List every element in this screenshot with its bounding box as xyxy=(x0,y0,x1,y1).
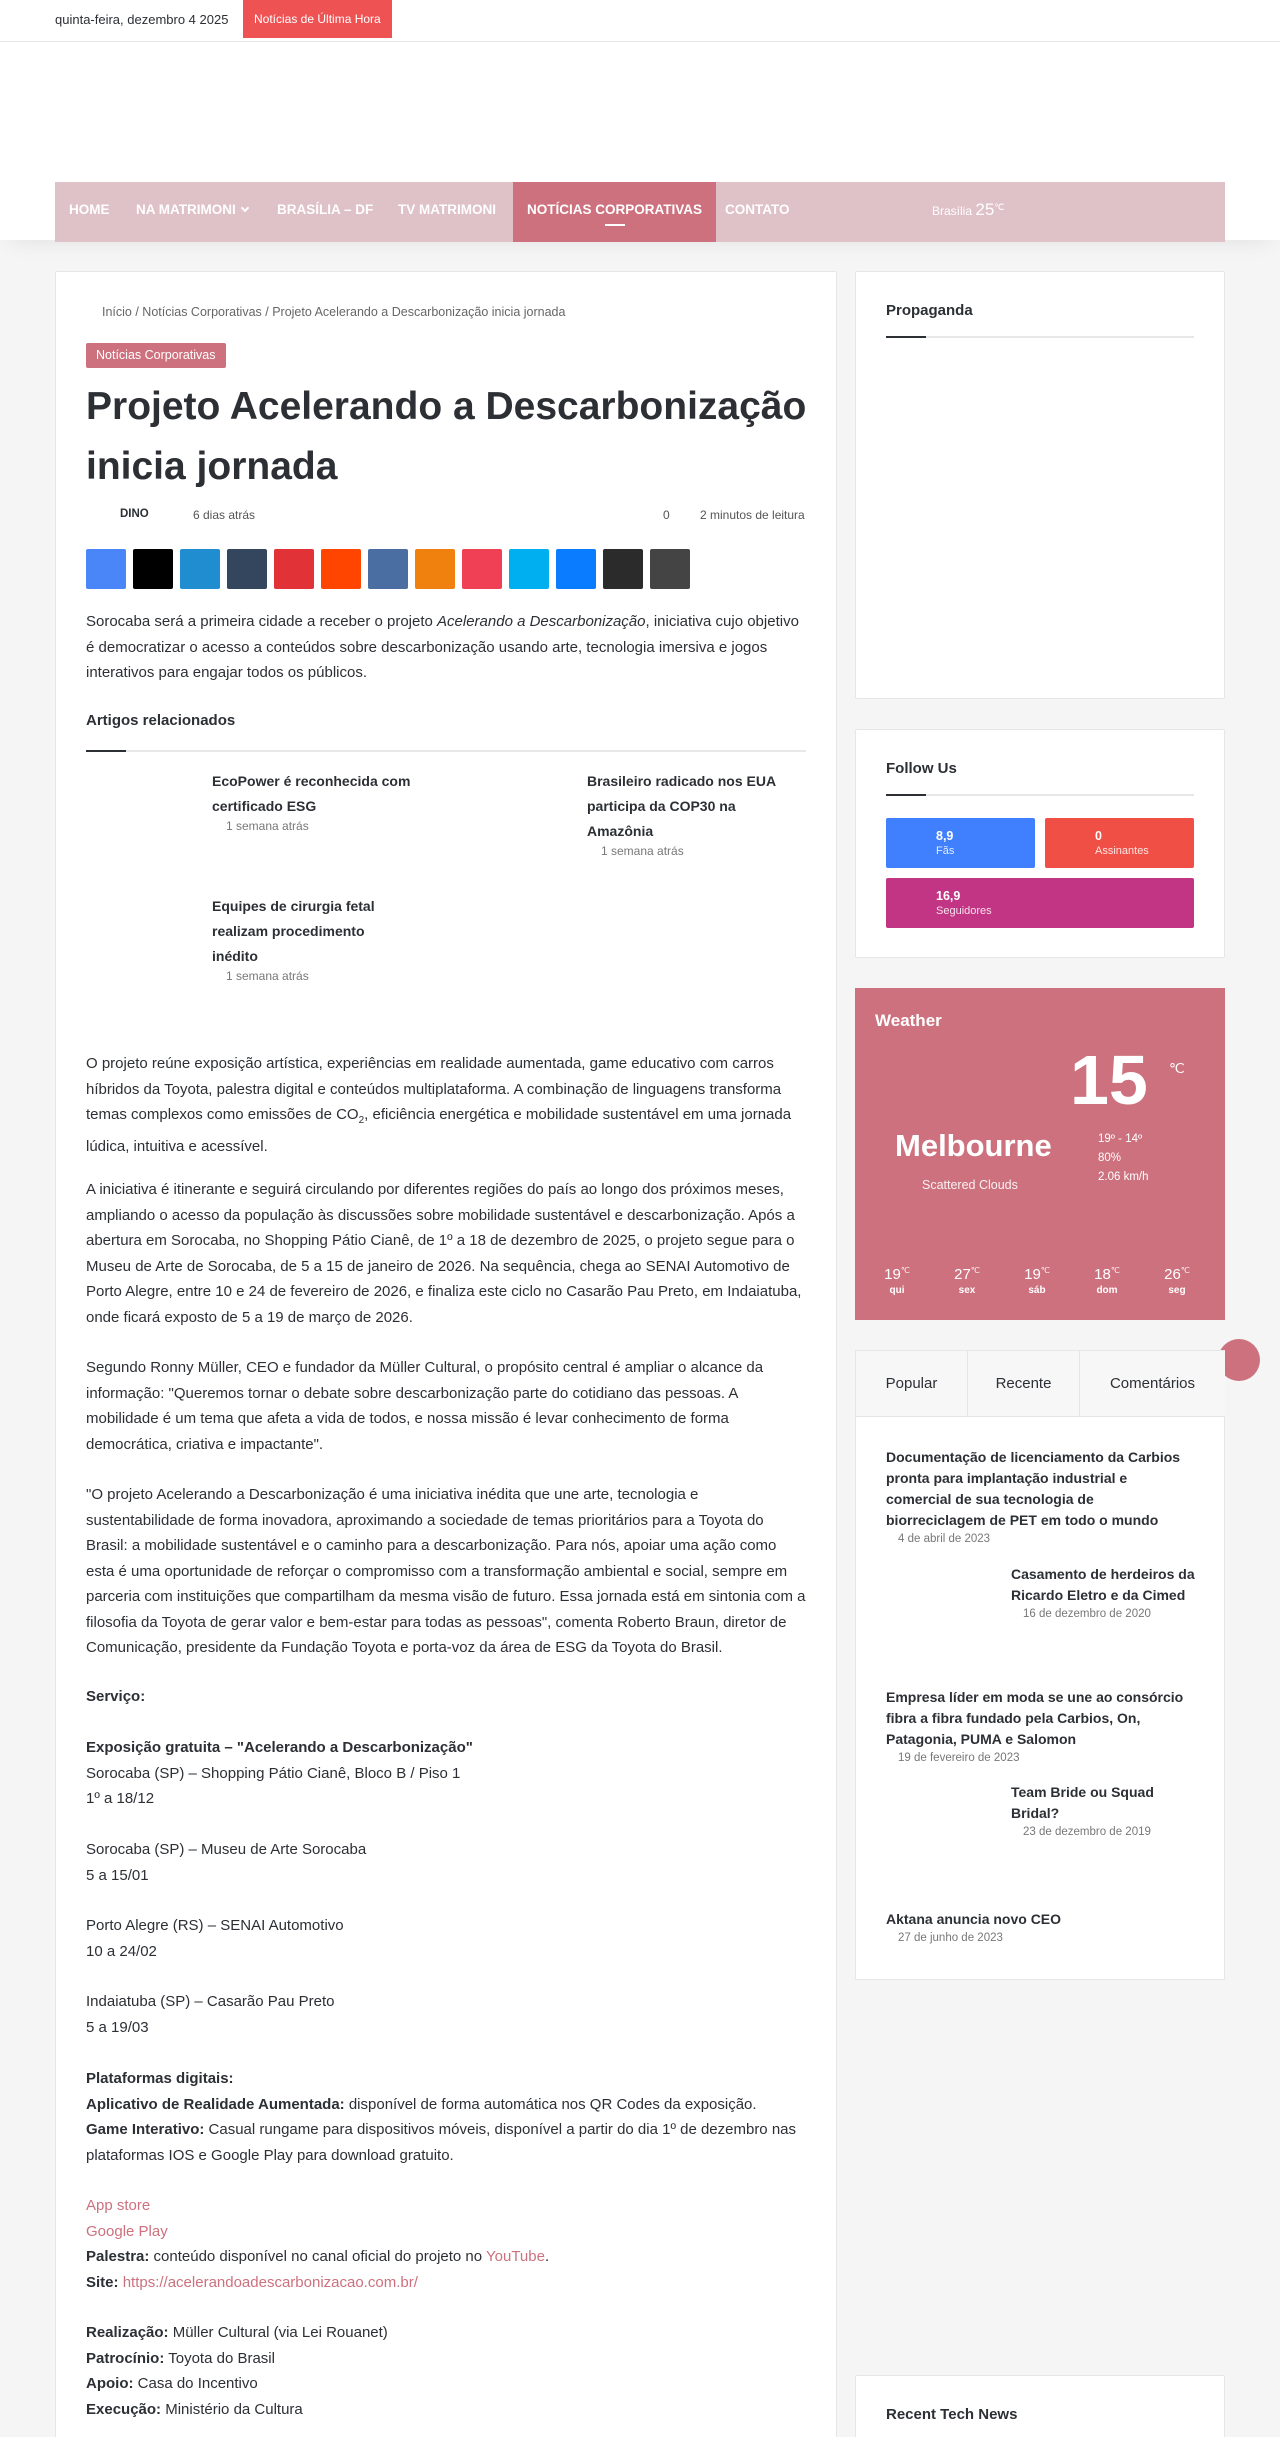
credit-label: Realização: xyxy=(86,2324,169,2341)
credit-label: Patrocínio: xyxy=(86,2349,165,2367)
sidebar-post-title[interactable]: Documentação de licenciamento da Carbios pronta para implantação industrial e comercial de sua tecnologia de biorreciclagem de PET em todo o mundo xyxy=(886,1449,1181,1528)
ar-app-text: disponível de forma automática nos QR Codes da exposição. xyxy=(344,2095,757,2113)
ad-widget xyxy=(855,271,1225,699)
venue-place: Indaiatuba (SP) – Casarão Pau Preto xyxy=(86,1993,335,2010)
tab-recente[interactable]: Recente xyxy=(968,1351,1080,1417)
nav-item-label: NA MATRIMONI xyxy=(136,202,236,217)
venue-place: Sorocaba (SP) – Shopping Pátio Cianê, Bloco B / Piso 1 xyxy=(86,1764,461,1782)
nav-item-tv-matrimoni[interactable]: TV MATRIMONI xyxy=(398,202,496,217)
youtube-follow-button[interactable] xyxy=(1045,818,1194,868)
forecast-unit: ℃ xyxy=(1040,1266,1050,1275)
share-skype-button[interactable] xyxy=(509,549,549,589)
top-bar xyxy=(0,0,1280,42)
venue-dates: 10 a 24/02 xyxy=(86,1942,157,1960)
site-link[interactable]: https://acelerandoadescarbonizacao.com.br/ xyxy=(122,2273,418,2291)
share-x-button[interactable] xyxy=(133,549,173,589)
exhibition-block xyxy=(86,1735,806,1812)
credit-value: Ministério da Cultura xyxy=(161,2400,303,2418)
article-intro xyxy=(86,609,806,686)
article-meta xyxy=(86,508,806,528)
lecture-text: conteúdo disponível no canal oficial do projeto no xyxy=(149,2248,487,2265)
weather-wind: 2.06 km/h xyxy=(1098,1171,1149,1183)
sidebar-post-title[interactable]: Team Bride ou Squad Bridal? xyxy=(1011,1784,1154,1821)
header-weather xyxy=(932,200,1004,220)
links-block: App store Google Play Palestra: conteúdo disponível no canal oficial do projeto no YouTube. Site: https://acelerandoadescarbonizacao.com.br/ xyxy=(86,2197,550,2291)
sidebar-post[interactable] xyxy=(1011,1782,1196,1838)
breaking-news-label[interactable]: Notícias de Última Hora xyxy=(243,0,392,38)
forecast-day-name: sex xyxy=(958,1285,976,1296)
paragraph-text: , eficiência energética e mobilidade sustentável em uma jornada lúdica, intuitiva e acessível. xyxy=(86,1106,792,1155)
game-label: Game Interativo: xyxy=(86,2121,205,2138)
forecast-temp: 18 xyxy=(1094,1266,1111,1283)
related-divider xyxy=(86,750,806,752)
sidebar-post-date: 23 de dezembro de 2019 xyxy=(1023,1826,1151,1838)
forecast-unit: ℃ xyxy=(970,1266,980,1275)
share-linkedin-button[interactable] xyxy=(180,549,220,589)
breadcrumb xyxy=(102,305,565,319)
forecast-day-name: qui xyxy=(889,1285,905,1296)
intro-text: Sorocaba será a primeira cidade a receber o projeto xyxy=(86,613,438,630)
author-name[interactable]: DINO xyxy=(120,508,149,520)
nav-item-home[interactable]: HOME xyxy=(69,202,110,217)
follow-count: 0 xyxy=(1095,829,1102,843)
sidebar-post-date: 19 de fevereiro de 2023 xyxy=(898,1752,1020,1764)
related-article-date: 1 semana atrás xyxy=(226,969,309,983)
sidebar-post[interactable] xyxy=(886,1909,1196,1944)
header-weather-city: Brasília xyxy=(932,204,973,218)
related-article[interactable] xyxy=(212,769,412,833)
comment-count[interactable]: 0 xyxy=(663,508,670,522)
venue-block xyxy=(86,1989,806,2040)
reading-time: 2 minutos de leitura xyxy=(700,508,805,522)
follow-label: Assinantes xyxy=(1095,845,1149,857)
platforms-heading: Plataformas digitais: xyxy=(86,2070,234,2087)
game-text: Casual rungame para dispositivos móveis, disponível a partir do dia 1º de dezembro nas plataformas IOS e Google Play para download gratuito. xyxy=(86,2121,797,2164)
related-article-date: 1 semana atrás xyxy=(601,844,684,858)
recent-tech-widget xyxy=(855,2375,1225,2437)
follow-count: 16,9 xyxy=(936,889,961,903)
widget-title: Follow Us xyxy=(886,760,957,777)
share-tumblr-button[interactable] xyxy=(227,549,267,589)
share-messenger-button[interactable] xyxy=(556,549,596,589)
chevron-down-icon xyxy=(240,204,248,212)
forecast-day xyxy=(1157,1266,1197,1296)
share-threads-button[interactable] xyxy=(603,549,643,589)
share-pinterest-button[interactable] xyxy=(274,549,314,589)
forecast-unit: ℃ xyxy=(1180,1266,1190,1275)
venue-place: Porto Alegre (RS) – SENAI Automotivo xyxy=(86,1917,344,1934)
forecast-unit: ℃ xyxy=(1110,1266,1120,1275)
breadcrumb-text[interactable]: Início / Notícias Corporativas / Projeto Acelerando a Descarbonização inicia jornada xyxy=(102,305,566,319)
exhibition-title: Exposição gratuita – "Acelerando a Descarbonização" xyxy=(86,1739,473,1756)
related-article[interactable] xyxy=(587,769,787,858)
main-navigation xyxy=(55,182,1225,242)
weather-widget xyxy=(855,988,1225,1320)
venue-dates: 5 a 15/01 xyxy=(86,1866,149,1884)
weather-title: Weather xyxy=(875,1011,942,1030)
weather-description: Scattered Clouds xyxy=(922,1178,1018,1192)
forecast-temp: 19 xyxy=(1024,1266,1041,1283)
widget-divider xyxy=(886,794,1194,796)
credits-block xyxy=(86,2320,806,2422)
sidebar-post-date: 16 de dezembro de 2020 xyxy=(1023,1608,1151,1620)
follow-widget xyxy=(855,729,1225,958)
sidebar-post-title[interactable]: Casamento de herdeiros da Ricardo Eletro e da Cimed xyxy=(1011,1566,1195,1603)
co2-subscript: 2 xyxy=(358,1115,365,1126)
nav-item-noticias-corporativas[interactable]: NOTÍCIAS CORPORATIVAS xyxy=(513,182,716,242)
forecast-day xyxy=(877,1266,917,1296)
site-label: Site: xyxy=(86,2273,119,2291)
digital-platforms-block xyxy=(86,2066,806,2168)
nav-item-contato[interactable]: CONTATO xyxy=(725,202,790,217)
share-facebook-button[interactable] xyxy=(86,549,126,589)
sidebar-post-title[interactable]: Aktana anuncia novo CEO xyxy=(886,1911,1062,1927)
forecast-temp: 27 xyxy=(954,1266,971,1283)
share-print-button[interactable] xyxy=(650,549,690,589)
related-article-date: 1 semana atrás xyxy=(226,819,309,833)
related-article-title[interactable]: Equipes de cirurgia fetal realizam procedimento inédito xyxy=(212,898,375,964)
sidebar-post[interactable] xyxy=(886,1687,1196,1764)
forecast-day-name: dom xyxy=(1096,1285,1118,1296)
header-weather-temp: 25 xyxy=(975,200,995,219)
article-quote: "O projeto Acelerando a Descarbonização é uma iniciativa inédita que une arte, tecnologia e sustentabilidade de forma inovadora, aproximando a sociedade de temas prioritários para a Toyota do Brasil: a mobilidade sustentável e o caminho para a descarbonização. Para nós, apoiar uma ação como esta é uma oportunidade de reforçar o compromisso com a transformação ambiental e social, sempre em parceria com instituições que compartilham da mesma visão de futuro. Essa jornada está em sintonia com a filosofia da Toyota de gerar valor e bem-estar para todas as pessoas", comenta Roberto Braun, diretor de Comunicação, presidente da Fundação Toyota e porta-voz da área de ESG da Toyota do Brasil. xyxy=(86,1486,806,1656)
widget-divider xyxy=(886,336,1194,338)
weather-city: Melbourne xyxy=(895,1128,1052,1163)
article-paragraph xyxy=(86,1051,806,1159)
follow-label: Seguidores xyxy=(936,905,992,917)
weather-range: 19º - 14º xyxy=(1098,1133,1143,1145)
header-weather-unit: ℃ xyxy=(994,202,1005,212)
forecast-day xyxy=(947,1266,987,1296)
weather-unit: ℃ xyxy=(1169,1060,1185,1076)
facebook-follow-button[interactable] xyxy=(886,818,1035,868)
sidebar-post[interactable] xyxy=(1011,1564,1196,1620)
page-title: Projeto Acelerando a Descarbonização inicia jornada xyxy=(86,385,807,488)
share-pocket-button[interactable] xyxy=(462,549,502,589)
venue-block xyxy=(86,1913,806,1964)
lecture-label: Palestra: xyxy=(86,2248,150,2265)
service-heading xyxy=(86,1684,806,1710)
related-article-title[interactable]: EcoPower é reconhecida com certificado ESG xyxy=(212,773,411,814)
forecast-temp: 19 xyxy=(884,1266,901,1283)
sidebar-post-date: 4 de abril de 2023 xyxy=(898,1533,991,1545)
venue-block xyxy=(86,1837,806,1888)
service-heading-text: Serviço: xyxy=(86,1688,146,1705)
article-paragraph: Segundo Ronny Müller, CEO e fundador da Müller Cultural, o propósito central é ampliar o alcance da informação: "Queremos tornar o debate sobre descarbonização parte do cotidiano das pessoas. A mobilidade é um tema que afeta a vida de todos, e nossa missão é levar conhecimento de forma democrática, criativa e impactante". xyxy=(86,1359,764,1453)
forecast-unit: ℃ xyxy=(900,1266,910,1275)
posts-tabs-widget xyxy=(855,1350,1225,1980)
forecast-day-name: seg xyxy=(1168,1285,1186,1296)
sidebar-post-title[interactable]: Empresa líder em moda se une ao consórcio fibra a fibra fundado pela Carbios, On, Patagonia, PUMA e Salomon xyxy=(886,1689,1184,1747)
ar-app-label: Aplicativo de Realidade Aumentada: xyxy=(86,2095,345,2113)
follow-count: 8,9 xyxy=(936,829,954,843)
follow-label: Fãs xyxy=(936,845,955,857)
current-date: quinta-feira, dezembro 4 2025 xyxy=(55,12,229,27)
category-badge[interactable]: Notícias Corporativas xyxy=(86,343,226,368)
forecast-day xyxy=(1087,1266,1127,1296)
credit-value: Müller Cultural (via Lei Rouanet) xyxy=(168,2324,388,2341)
article-paragraph: A iniciativa é itinerante e seguirá circulando por diferentes regiões do país ao longo dos próximos meses, ampliando o acesso da população às discussões sobre mobilidade sustentável e descarbonização. Após a abertura em Sorocaba, no Shopping Pátio Cianê, de 1º a 18 de dezembro de 2025, o projeto segue para o Museu de Arte de Sorocaba, de 5 a 15 de janeiro de 2026. Na sequência, chega ao SENAI Automotivo de Porto Alegre, entre 10 e 24 de fevereiro de 2026, e finaliza este ciclo no Casarão Pau Preto, em Indaiatuba, onde ficará exposto de 5 a 19 de março de 2026. xyxy=(86,1181,802,1326)
nav-item-brasilia[interactable]: BRASÍLIA – DF xyxy=(277,202,374,217)
weather-humidity: 80% xyxy=(1098,1152,1122,1164)
youtube-link[interactable]: YouTube xyxy=(486,2248,545,2265)
forecast-day xyxy=(1017,1266,1057,1296)
weather-temperature: 15 xyxy=(1070,1041,1148,1119)
related-article[interactable] xyxy=(212,894,412,983)
sidebar-post[interactable] xyxy=(886,1447,1196,1545)
forecast-temp: 26 xyxy=(1164,1266,1181,1283)
credit-label: Apoio: xyxy=(86,2375,134,2392)
article-container xyxy=(55,271,837,2437)
venue-place: Sorocaba (SP) – Museu de Arte Sorocaba xyxy=(86,1841,367,1858)
widget-title: Propaganda xyxy=(886,302,973,319)
credit-label: Execução: xyxy=(86,2400,162,2418)
sidebar-post-date: 27 de junho de 2023 xyxy=(898,1932,1003,1944)
venue-dates: 1º a 18/12 xyxy=(86,1790,155,1807)
related-article-title[interactable]: Brasileiro radicado nos EUA participa da COP30 na Amazônia xyxy=(587,773,776,839)
tab-popular[interactable]: Popular xyxy=(856,1351,968,1417)
credit-value: Toyota do Brasil xyxy=(164,2349,275,2367)
post-date: 6 dias atrás xyxy=(193,508,256,522)
related-articles-title: Artigos relacionados xyxy=(86,712,236,729)
tab-comentarios[interactable]: Comentários xyxy=(1080,1351,1225,1417)
intro-project-name: Acelerando a Descarbonização xyxy=(437,613,646,630)
share-odnoklassniki-button[interactable] xyxy=(415,549,455,589)
google-play-link[interactable]: Google Play xyxy=(86,2222,168,2240)
widget-title: Recent Tech News xyxy=(886,2406,1018,2423)
credit-value: Casa do Incentivo xyxy=(133,2375,258,2392)
share-vk-button[interactable] xyxy=(368,549,408,589)
instagram-follow-button[interactable] xyxy=(886,878,1194,928)
app-store-link[interactable]: App store xyxy=(86,2197,151,2214)
venue-dates: 5 a 19/03 xyxy=(86,2018,149,2036)
nav-item-na-matrimoni[interactable] xyxy=(136,182,248,242)
intro-text-end: , iniciativa cujo objetivo é democratizar o acesso a conteúdos sobre descarbonização usando arte, tecnologia imersiva e jogos interativos para engajar todos os públicos. xyxy=(86,613,799,681)
share-reddit-button[interactable] xyxy=(321,549,361,589)
paragraph-text: O projeto reúne exposição artística, experiências em realidade aumentada, game educativo com carros híbridos da Toyota, palestra digital e conteúdos multiplataforma. A combinação de linguagens transforma temas complexos como emissões de CO xyxy=(86,1055,782,1123)
forecast-day-name: sáb xyxy=(1028,1285,1046,1296)
